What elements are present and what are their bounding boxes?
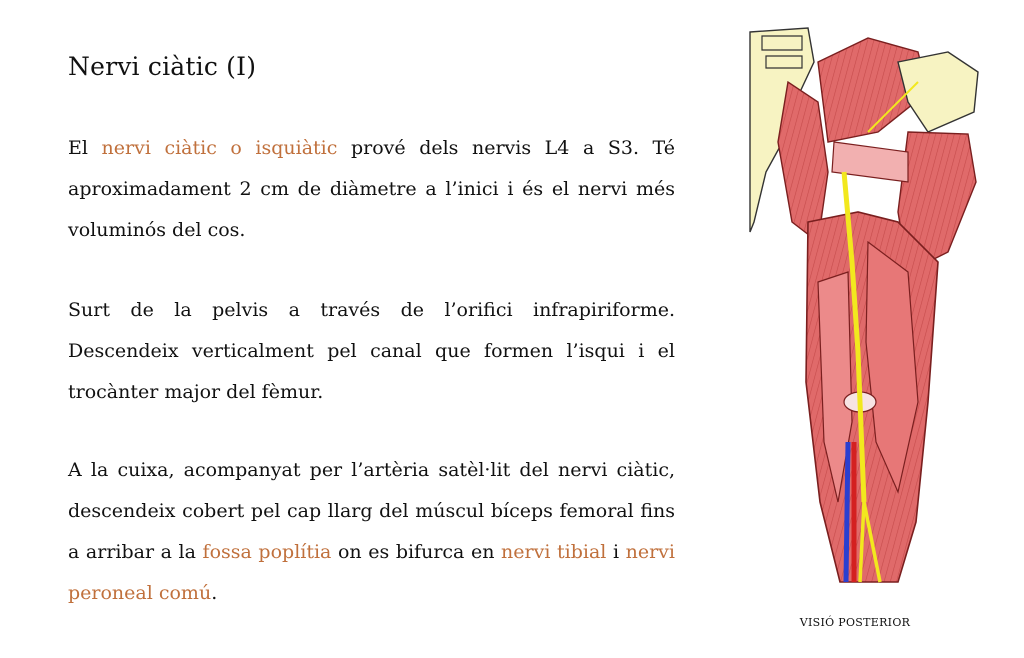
paragraph-thigh-pre: A la cuixa, acompanyat per l’artèria satèl·lit del nervi ciàtic, descendeix cobert pel cap llarg del múscul bíceps femoral fins a arribar a la <box>68 459 675 563</box>
term-sciatic-nerve: nervi ciàtic o isquiàtic <box>101 137 338 159</box>
gluteus-left <box>778 82 828 242</box>
paragraph-origin <box>68 128 675 251</box>
term-common-peroneal-nerve: nervi peroneal comú <box>68 541 675 604</box>
term-popliteal-fossa: fossa poplítia <box>202 541 332 563</box>
hip-bone <box>898 52 978 132</box>
anatomy-illustration-posterior-thigh <box>748 22 988 588</box>
paragraph-thigh-mid: on es bifurca en <box>331 541 502 563</box>
page-title: Nervi ciàtic (I) <box>68 52 257 81</box>
paragraph-thigh <box>68 450 675 614</box>
paragraph-path: Surt de la pelvis a través de l’orifici infrapiriforme. Descendeix verticalment pel canal que formen l’isqui i el trocànter major del fèmur. <box>68 299 675 403</box>
term-tibial-nerve: nervi tibial <box>501 541 607 563</box>
vertebra-2 <box>766 56 802 68</box>
paragraph-origin-pre: El <box>68 137 102 159</box>
paragraph-thigh-end: . <box>211 582 218 604</box>
paragraph-origin-post: prové dels nervis L4 a S3. Té aproximadament 2 cm de diàmetre a l’inici i és el nervi més voluminós del cos. <box>68 137 675 241</box>
popliteal-vein <box>846 442 848 582</box>
paragraph-thigh-and: i <box>606 541 626 563</box>
vertebra-1 <box>762 36 802 50</box>
figure-caption: VISIÓ POSTERIOR <box>799 616 911 629</box>
